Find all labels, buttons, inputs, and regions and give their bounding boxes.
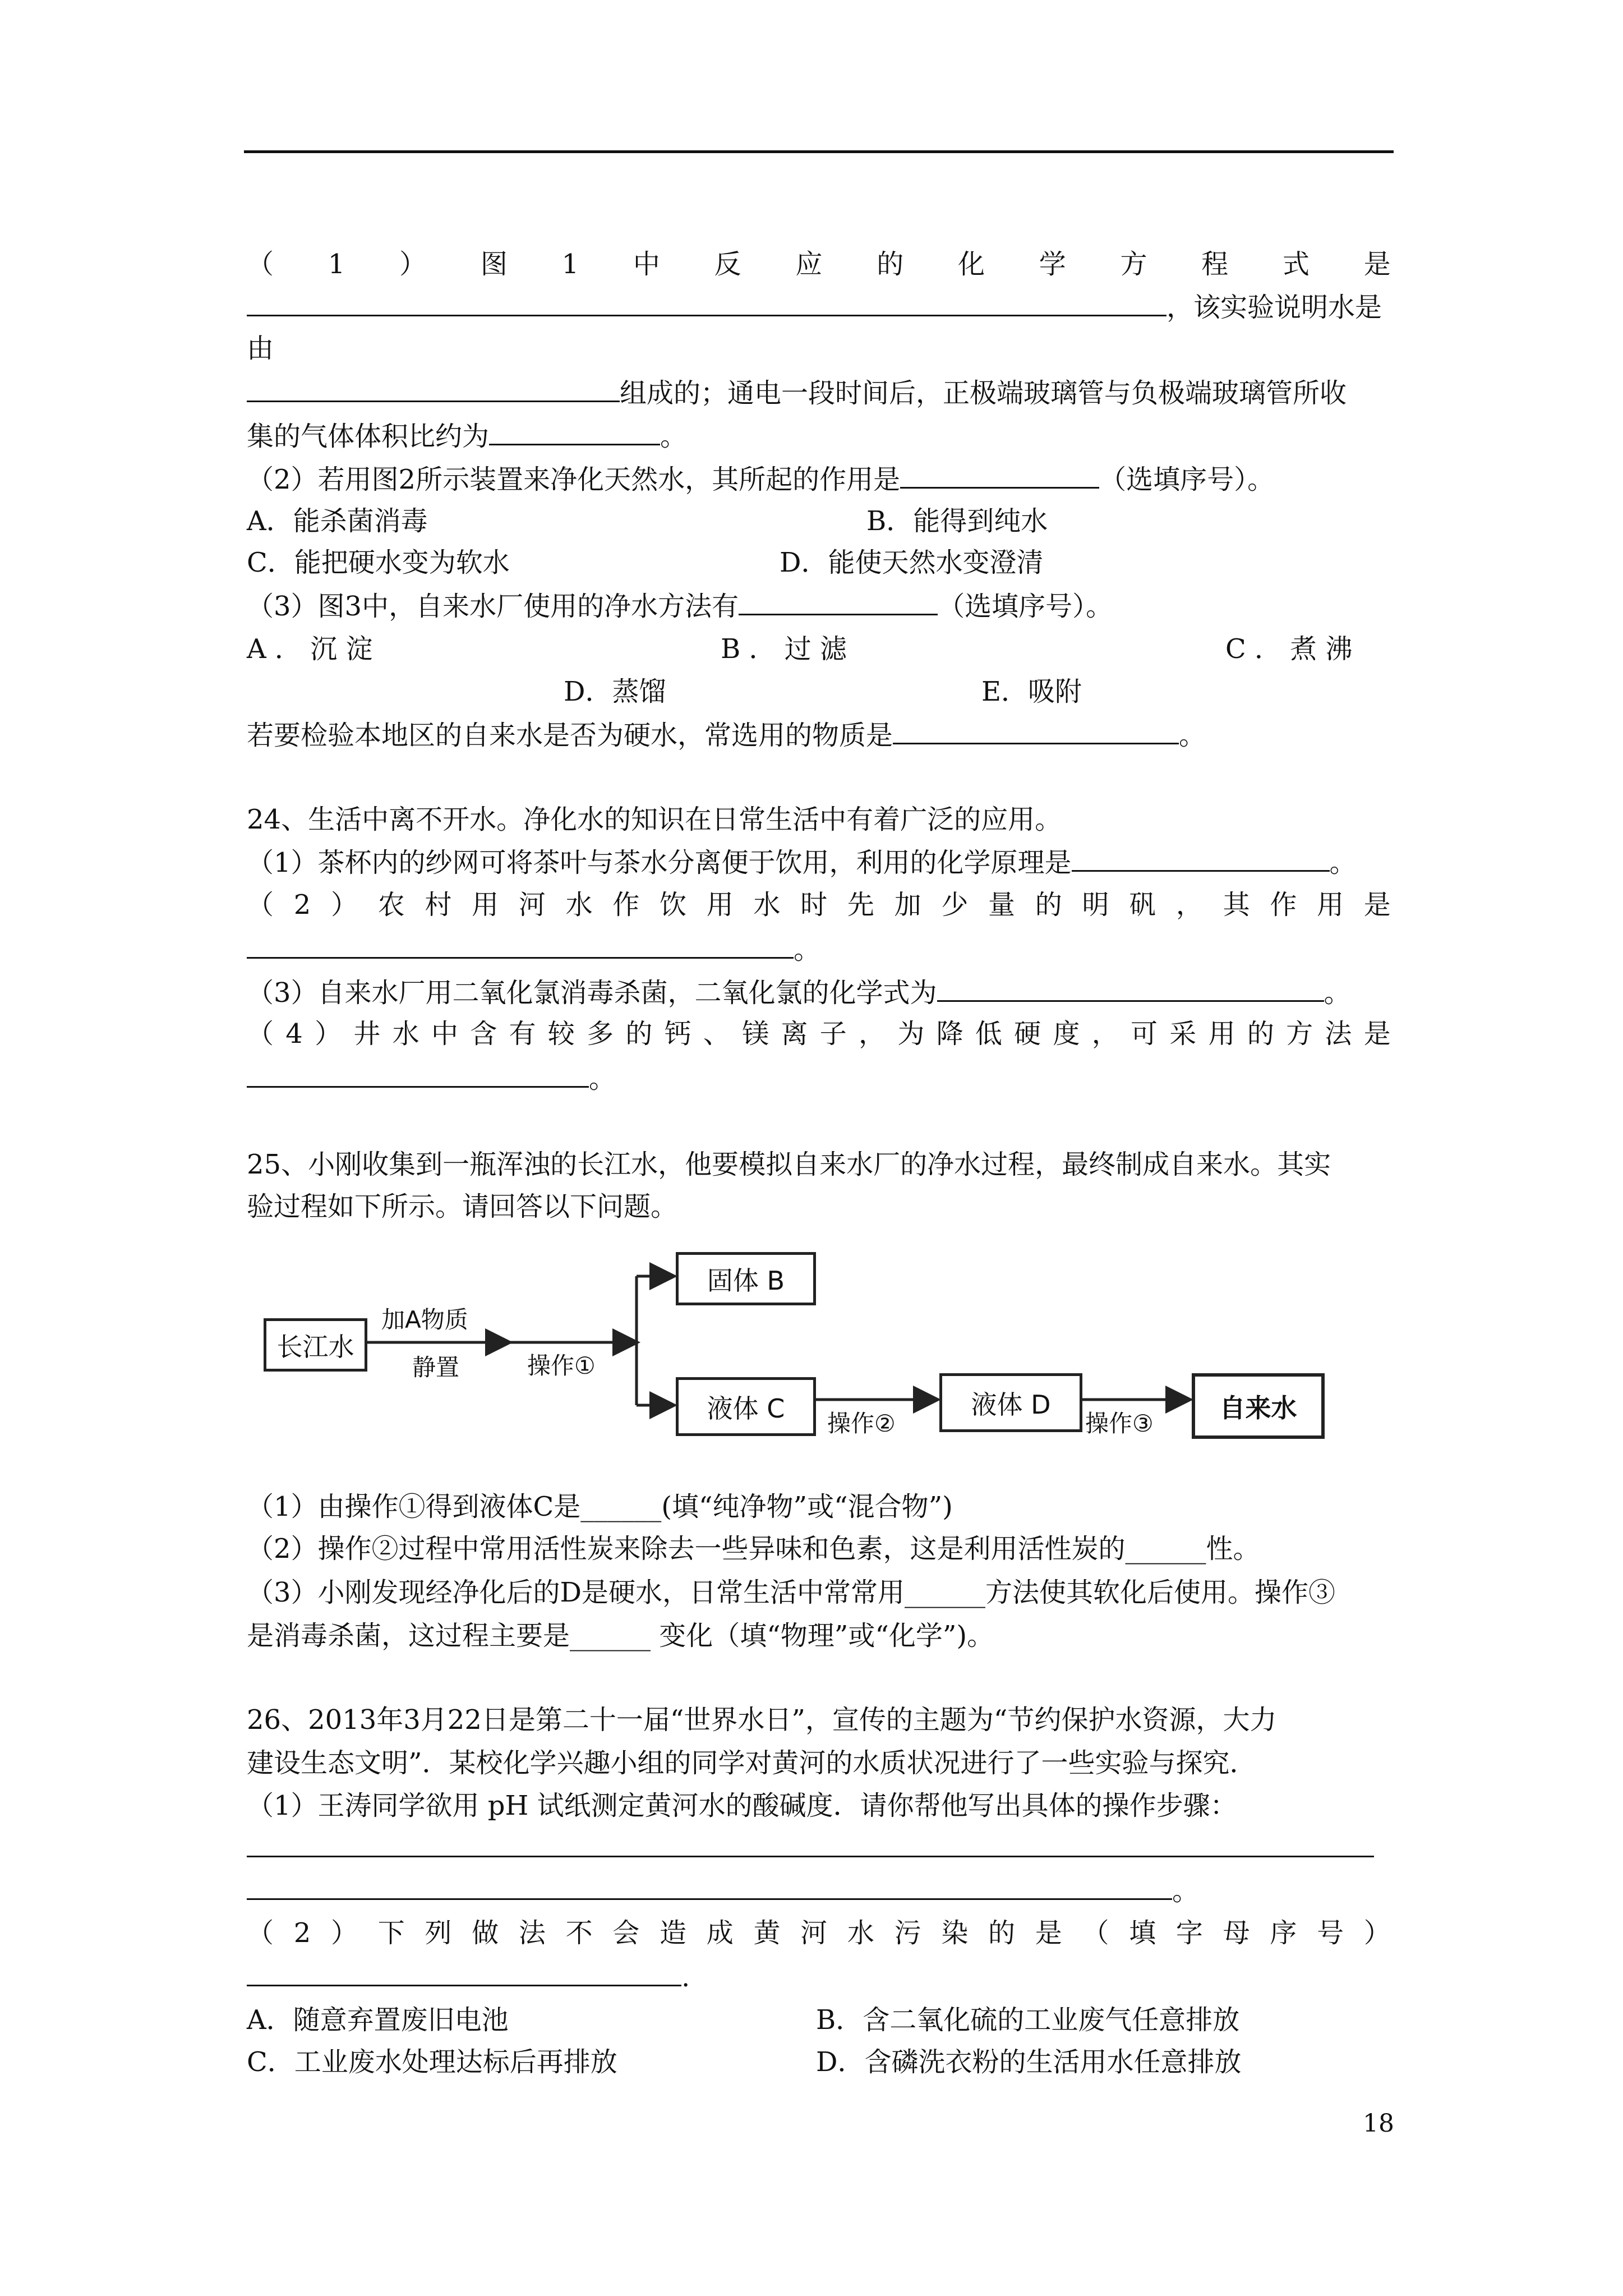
spaced-char: 水	[565, 889, 593, 921]
spaced-char: ，	[1175, 889, 1203, 921]
q26-part1-answer-1	[247, 1830, 1374, 1866]
spaced-char: 多	[587, 1018, 614, 1050]
spaced-char: 水	[753, 889, 781, 921]
spaced-char: 做	[472, 1917, 499, 1949]
q26-part2-answer: .	[247, 1959, 690, 1995]
q25-part3-line-2: 是消毒杀菌，这过程主要是______ 变化（填“物理”或“化学”)。	[247, 1620, 994, 1651]
spaced-char: 会	[612, 1917, 640, 1949]
spaced-char: 黄	[753, 1917, 781, 1949]
spaced-char: 是	[1363, 249, 1391, 280]
spaced-char: 4	[285, 1018, 303, 1050]
spaced-char: ）	[330, 889, 358, 921]
spaced-char: 图	[480, 249, 508, 280]
q26-option-c: C．工业废水处理达标后再排放	[247, 2046, 617, 2078]
spaced-char: 是	[1363, 889, 1391, 921]
answer-blank[interactable]	[247, 1872, 1172, 1900]
spaced-char: 、	[703, 1018, 730, 1050]
spaced-char: 反	[714, 249, 741, 280]
q24-part1: （1）茶杯内的纱网可将茶叶与茶水分离便于饮用，利用的化学原理是 。	[247, 844, 1357, 880]
q23-part3-option-b: B ． 过 滤	[721, 633, 847, 665]
q24-title: 24、生活中离不开水。净化水的知识在日常生活中有着广泛的应用。	[247, 804, 1062, 835]
spaced-char: 饮	[660, 889, 687, 921]
spaced-char: 的	[877, 249, 904, 280]
spaced-char: 用	[472, 889, 499, 921]
spaced-char: 染	[941, 1917, 969, 1949]
spaced-char: 时	[800, 889, 828, 921]
spaced-char: 程	[1201, 249, 1229, 280]
spaced-char: 河	[800, 1917, 828, 1949]
spaced-char: 较	[547, 1018, 575, 1050]
spaced-char: 造	[660, 1917, 687, 1949]
spaced-char: 中	[431, 1018, 458, 1050]
q25-part1: （1）由操作①得到液体C是______(填“纯净物”或“混合物”)	[247, 1491, 953, 1522]
spaced-char: （	[247, 249, 274, 280]
spaced-char: 有	[509, 1018, 536, 1050]
spaced-char: 明	[1082, 889, 1109, 921]
spaced-char: 钙	[664, 1018, 691, 1050]
q23-part3-option-c: C ． 煮 沸	[1225, 633, 1353, 665]
spaced-char: 应	[795, 249, 823, 280]
q26-line-1: 26、2013年3月22日是第二十一届“世界水日”，宣传的主题为“节约保护水资源，大力	[247, 1704, 1277, 1736]
spaced-char: 子	[819, 1018, 847, 1050]
spaced-char: 法	[1325, 1018, 1352, 1050]
q26-part1: （1）王涛同学欲用 pH 试纸测定黄河水的酸碱度．请你帮他写出具体的操作步骤：	[247, 1790, 1237, 1821]
spaced-char: 中	[633, 249, 660, 280]
spaced-char: 采	[1169, 1018, 1197, 1050]
q23-line-4: 组成的；通电一段时间后，正极端玻璃管与负极端玻璃管所收	[247, 375, 1347, 411]
q25-part3-line-1: （3）小刚发现经净化后的D是硬水，日常生活中常常用______方法使其软化后使用。操作③	[247, 1577, 1336, 1608]
spaced-char: 的	[988, 1917, 1016, 1949]
spaced-char: 度	[1053, 1018, 1080, 1050]
spaced-char: 村	[425, 889, 452, 921]
spaced-char: 低	[975, 1018, 1002, 1050]
spaced-char: 硬	[1014, 1018, 1041, 1050]
spaced-char: 先	[847, 889, 874, 921]
spaced-char: 是	[1363, 1018, 1391, 1050]
spaced-char: 镁	[742, 1018, 769, 1050]
spaced-char: 是	[1035, 1917, 1062, 1949]
spaced-char: 的	[1035, 889, 1062, 921]
spaced-char: 下	[377, 1917, 405, 1949]
q23-part3: （3）图3中，自来水厂使用的净水方法有 （选填序号）。	[247, 588, 1113, 624]
spaced-char: 号	[1317, 1917, 1344, 1949]
spaced-char: 法	[518, 1917, 546, 1949]
spaced-char: 矾	[1129, 889, 1156, 921]
q25-title-line-2: 验过程如下所示。请回答以下问题。	[247, 1191, 678, 1222]
q23-part3-option-e: E．吸附	[981, 676, 1082, 707]
q23-part3-option-a: A ． 沉 淀	[247, 633, 373, 665]
spaced-char: 少	[941, 889, 969, 921]
spaced-char: 化	[957, 249, 985, 280]
box-river-water: 长江水	[264, 1318, 367, 1372]
q23-option-b: B．能得到纯水	[866, 505, 1048, 537]
spaced-char: 水	[392, 1018, 419, 1050]
box-solid-b: 固体 B	[676, 1252, 816, 1305]
spaced-char: 加	[894, 889, 921, 921]
label-still: 静置	[412, 1354, 460, 1381]
spaced-char: 污	[894, 1917, 921, 1949]
spaced-char: ）	[330, 1917, 358, 1949]
q25-part2: （2）操作②过程中常用活性炭来除去一些异味和色素，这是利用活性炭的______性。	[247, 1533, 1260, 1565]
q23-part3-option-d: D．蒸馏	[564, 676, 666, 707]
spaced-char: 列	[425, 1917, 452, 1949]
spaced-char: 离	[781, 1018, 808, 1050]
label-add-a: 加A物质	[381, 1306, 468, 1333]
q23-option-c: C．能把硬水变为软水	[247, 547, 510, 578]
spaced-char: 方	[1120, 249, 1147, 280]
spaced-char: 河	[518, 889, 546, 921]
q24-part3: （3）自来水厂用二氧化氯消毒杀菌，二氧化氯的化学式为 。	[247, 974, 1351, 1010]
q26-line-2: 建设生态文明”．某校化学兴趣小组的同学对黄河的水质状况进行了一些实验与探究．	[247, 1747, 1257, 1779]
spaced-char: 含	[470, 1018, 497, 1050]
spaced-char: ）	[1363, 1917, 1391, 1949]
q23-line-3: 由	[247, 333, 274, 364]
spaced-char: 农	[377, 889, 405, 921]
q24-part4-answer: 。	[247, 1060, 616, 1096]
spaced-char: ）	[315, 1018, 342, 1050]
spaced-char: （	[1082, 1917, 1109, 1949]
spaced-char: 方	[1286, 1018, 1313, 1050]
box-liquid-c: 液体 C	[676, 1377, 816, 1436]
q23-part4: 若要检验本地区的自来水是否为硬水，常选用的物质是 。	[247, 717, 1206, 753]
answer-blank[interactable]	[247, 1830, 1374, 1857]
spaced-char: 学	[1039, 249, 1066, 280]
label-op2: 操作②	[827, 1410, 896, 1437]
answer-blank[interactable]	[247, 1959, 681, 1986]
q24-part2-answer: 。	[247, 931, 820, 967]
spaced-char: 填	[1129, 1917, 1156, 1949]
q25-title-line-1: 25、小刚收集到一瓶浑浊的长江水，他要模拟自来水厂的净水过程，最终制成自来水。其实	[247, 1149, 1331, 1180]
spaced-char: 1	[328, 249, 345, 280]
spaced-char: 作	[1270, 889, 1297, 921]
q26-part2	[247, 1916, 1391, 1950]
box-liquid-d: 液体 D	[939, 1373, 1082, 1432]
label-op3: 操作③	[1085, 1410, 1154, 1437]
spaced-char: 1	[561, 249, 579, 280]
spaced-char: 母	[1223, 1917, 1250, 1949]
spaced-char: 其	[1223, 889, 1250, 921]
page-number: 18	[1363, 2109, 1394, 2138]
spaced-char: ，	[859, 1018, 886, 1050]
spaced-char: 式	[1283, 249, 1310, 280]
q23-line-5: 集的气体体积比约为 。	[247, 418, 687, 454]
q23-option-d: D．能使天然水变澄清	[780, 547, 1044, 578]
spaced-char: 成	[706, 1917, 734, 1949]
spaced-char: 的	[625, 1018, 653, 1050]
spaced-char: 井	[353, 1018, 381, 1050]
spaced-char: （	[247, 1917, 274, 1949]
q23-line-2: ，该实验说明水是	[247, 289, 1382, 325]
spaced-char: 为	[897, 1018, 925, 1050]
spaced-char: 字	[1175, 1917, 1203, 1949]
q26-option-b: B．含二氧化硫的工业废气任意排放	[816, 2004, 1240, 2036]
spaced-char: 降	[936, 1018, 963, 1050]
spaced-char: （	[247, 1018, 274, 1050]
spaced-char: ）	[399, 249, 427, 280]
spaced-char: ，	[1091, 1018, 1119, 1050]
spaced-char: 水	[847, 1917, 874, 1949]
spaced-char: 用	[1208, 1018, 1235, 1050]
spaced-char: 2	[293, 889, 311, 921]
q26-option-a: A．随意弃置废旧电池	[247, 2004, 509, 2036]
spaced-char: 用	[706, 889, 734, 921]
spaced-char: 的	[1247, 1018, 1274, 1050]
spaced-char: 量	[988, 889, 1016, 921]
spaced-char: 作	[612, 889, 640, 921]
spaced-char: 用	[1317, 889, 1344, 921]
q23-option-a: A．能杀菌消毒	[247, 505, 428, 537]
spaced-char: 序	[1270, 1917, 1297, 1949]
spaced-char: 不	[565, 1917, 593, 1949]
label-op1: 操作①	[527, 1352, 596, 1379]
q26-option-d: D．含磷洗衣粉的生活用水任意排放	[816, 2046, 1242, 2078]
spaced-char: （	[247, 889, 274, 921]
spaced-char: 2	[293, 1917, 311, 1949]
q23-part2: （2）若用图2所示装置来净化天然水，其所起的作用是 （选填序号）。	[247, 461, 1274, 497]
spaced-char: 可	[1131, 1018, 1158, 1050]
q26-part1-answer-2: 。	[247, 1872, 1199, 1908]
box-tap-water: 自来水	[1192, 1373, 1325, 1439]
